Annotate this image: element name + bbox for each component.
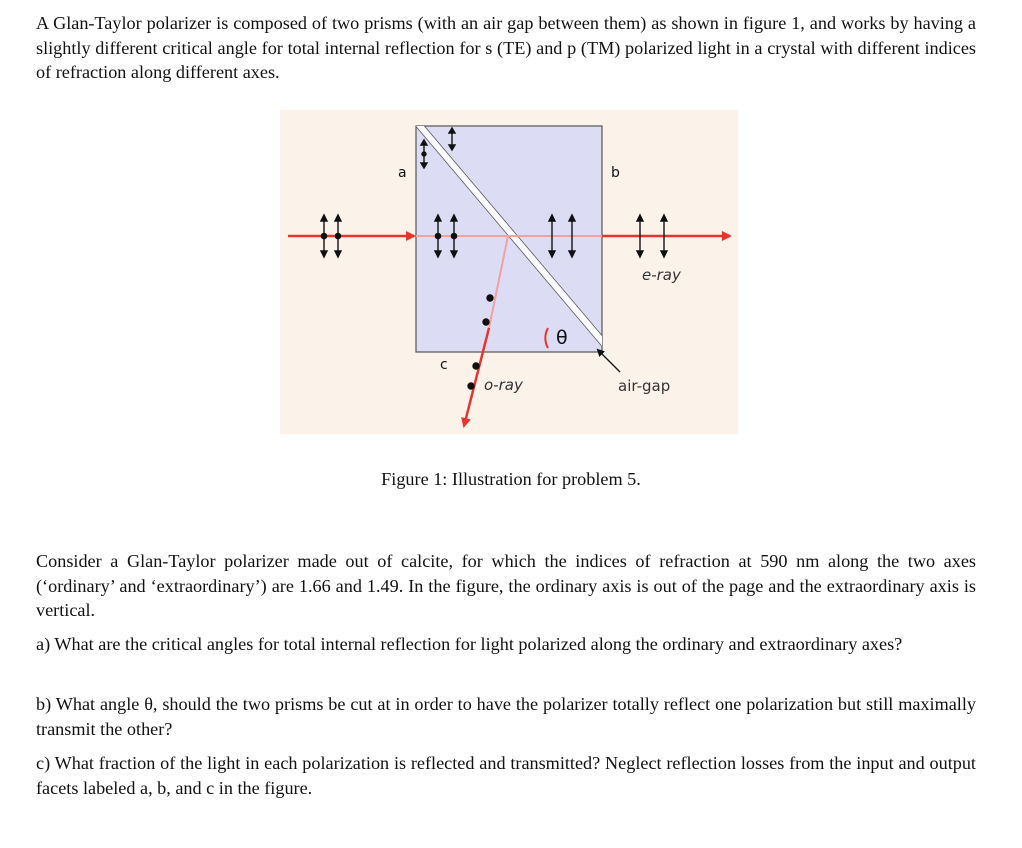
figure-caption: Figure 1: Illustration for problem 5. [381, 469, 641, 489]
label-o-ray: o-ray [484, 376, 523, 394]
theta-label: θ [556, 326, 568, 349]
intro-paragraph: A Glan-Taylor polarizer is composed of two prisms (with an air gap between them) as shown in figure 1, and works by having a slightly different critical angle for total internal reflection for s (TE) and p (TM) polarized light in a crystal with different indices of refraction along different axes. [36, 13, 976, 82]
label-e-ray: e-ray [642, 266, 681, 284]
label-b: b [611, 165, 620, 181]
figure-glan-taylor [280, 110, 738, 434]
context-paragraph: Consider a Glan-Taylor polarizer made out of calcite, for which the indices of refraction at 590 nm along the two axes (‘ordinary’ and ‘extraordinary’) are 1.66 and 1.49. In the figure, the ordinary axis is out of the page and the extraordinary axis is vertical. [36, 551, 976, 620]
question-a: a) What are the critical angles for total internal reflection for light polarized along the ordinary and extraordinary axes? [36, 634, 903, 654]
label-c: c [440, 357, 448, 373]
label-a: a [398, 165, 407, 181]
label-air-gap: air-gap [618, 377, 671, 395]
question-b: b) What angle θ, should the two prisms be cut at in order to have the polarizer totally reflect one polarization but still maximally transmit the other? [36, 694, 976, 739]
question-c: c) What fraction of the light in each polarization is reflected and transmitted? Neglect reflection losses from the input and output facets labeled a, b, and c in the figure. [36, 753, 976, 798]
